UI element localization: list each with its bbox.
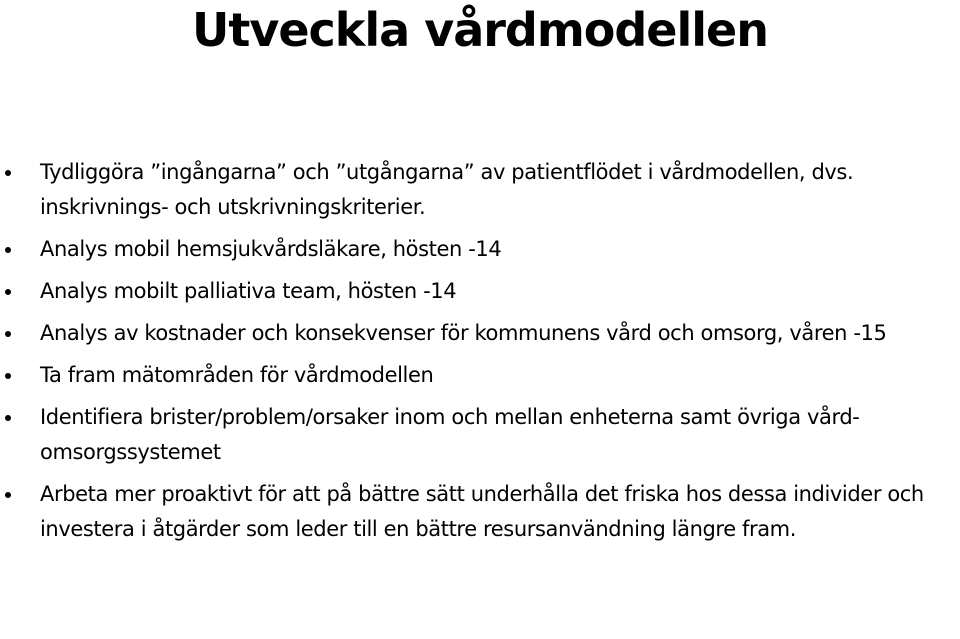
bullet-dot-icon xyxy=(5,492,11,498)
bullet-text: Ta fram mätområden för vårdmodellen xyxy=(40,363,434,387)
bullet-item xyxy=(0,274,960,309)
bullet-dot-icon xyxy=(5,170,11,176)
bullet-dot-icon xyxy=(5,415,11,421)
bullet-item xyxy=(0,155,960,225)
bullet-text: Analys mobil hemsjukvårdsläkare, hösten -14 xyxy=(40,237,502,261)
bullet-item xyxy=(0,316,960,351)
bullet-item xyxy=(0,358,960,393)
bullet-text: Identifiera brister/problem/orsaker inom och mellan enheterna samt övriga vård- omsorgssystemet xyxy=(40,405,860,464)
bullet-text: Tydliggöra ”ingångarna” och ”utgångarna” av patientflödet i vårdmodellen, dvs. inskrivnings- och utskrivningskriterier. xyxy=(40,160,854,219)
bullet-text: Analys mobilt palliativa team, hösten -14 xyxy=(40,279,457,303)
bullet-dot-icon xyxy=(5,289,11,295)
bullet-dot-icon xyxy=(5,331,11,337)
bullet-text: Arbeta mer proaktivt för att på bättre sätt underhålla det friska hos dessa individer och investera i åtgärder som leder till en bättre resursanvändning längre fram. xyxy=(40,482,924,541)
bullet-dot-icon xyxy=(5,247,11,253)
bullet-list xyxy=(0,155,960,554)
slide-title: Utveckla vårdmodellen xyxy=(192,3,768,57)
bullet-item xyxy=(0,232,960,267)
bullet-dot-icon xyxy=(5,373,11,379)
bullet-item xyxy=(0,400,960,470)
bullet-item xyxy=(0,477,960,547)
bullet-text: Analys av kostnader och konsekvenser för kommunens vård och omsorg, våren -15 xyxy=(40,321,887,345)
